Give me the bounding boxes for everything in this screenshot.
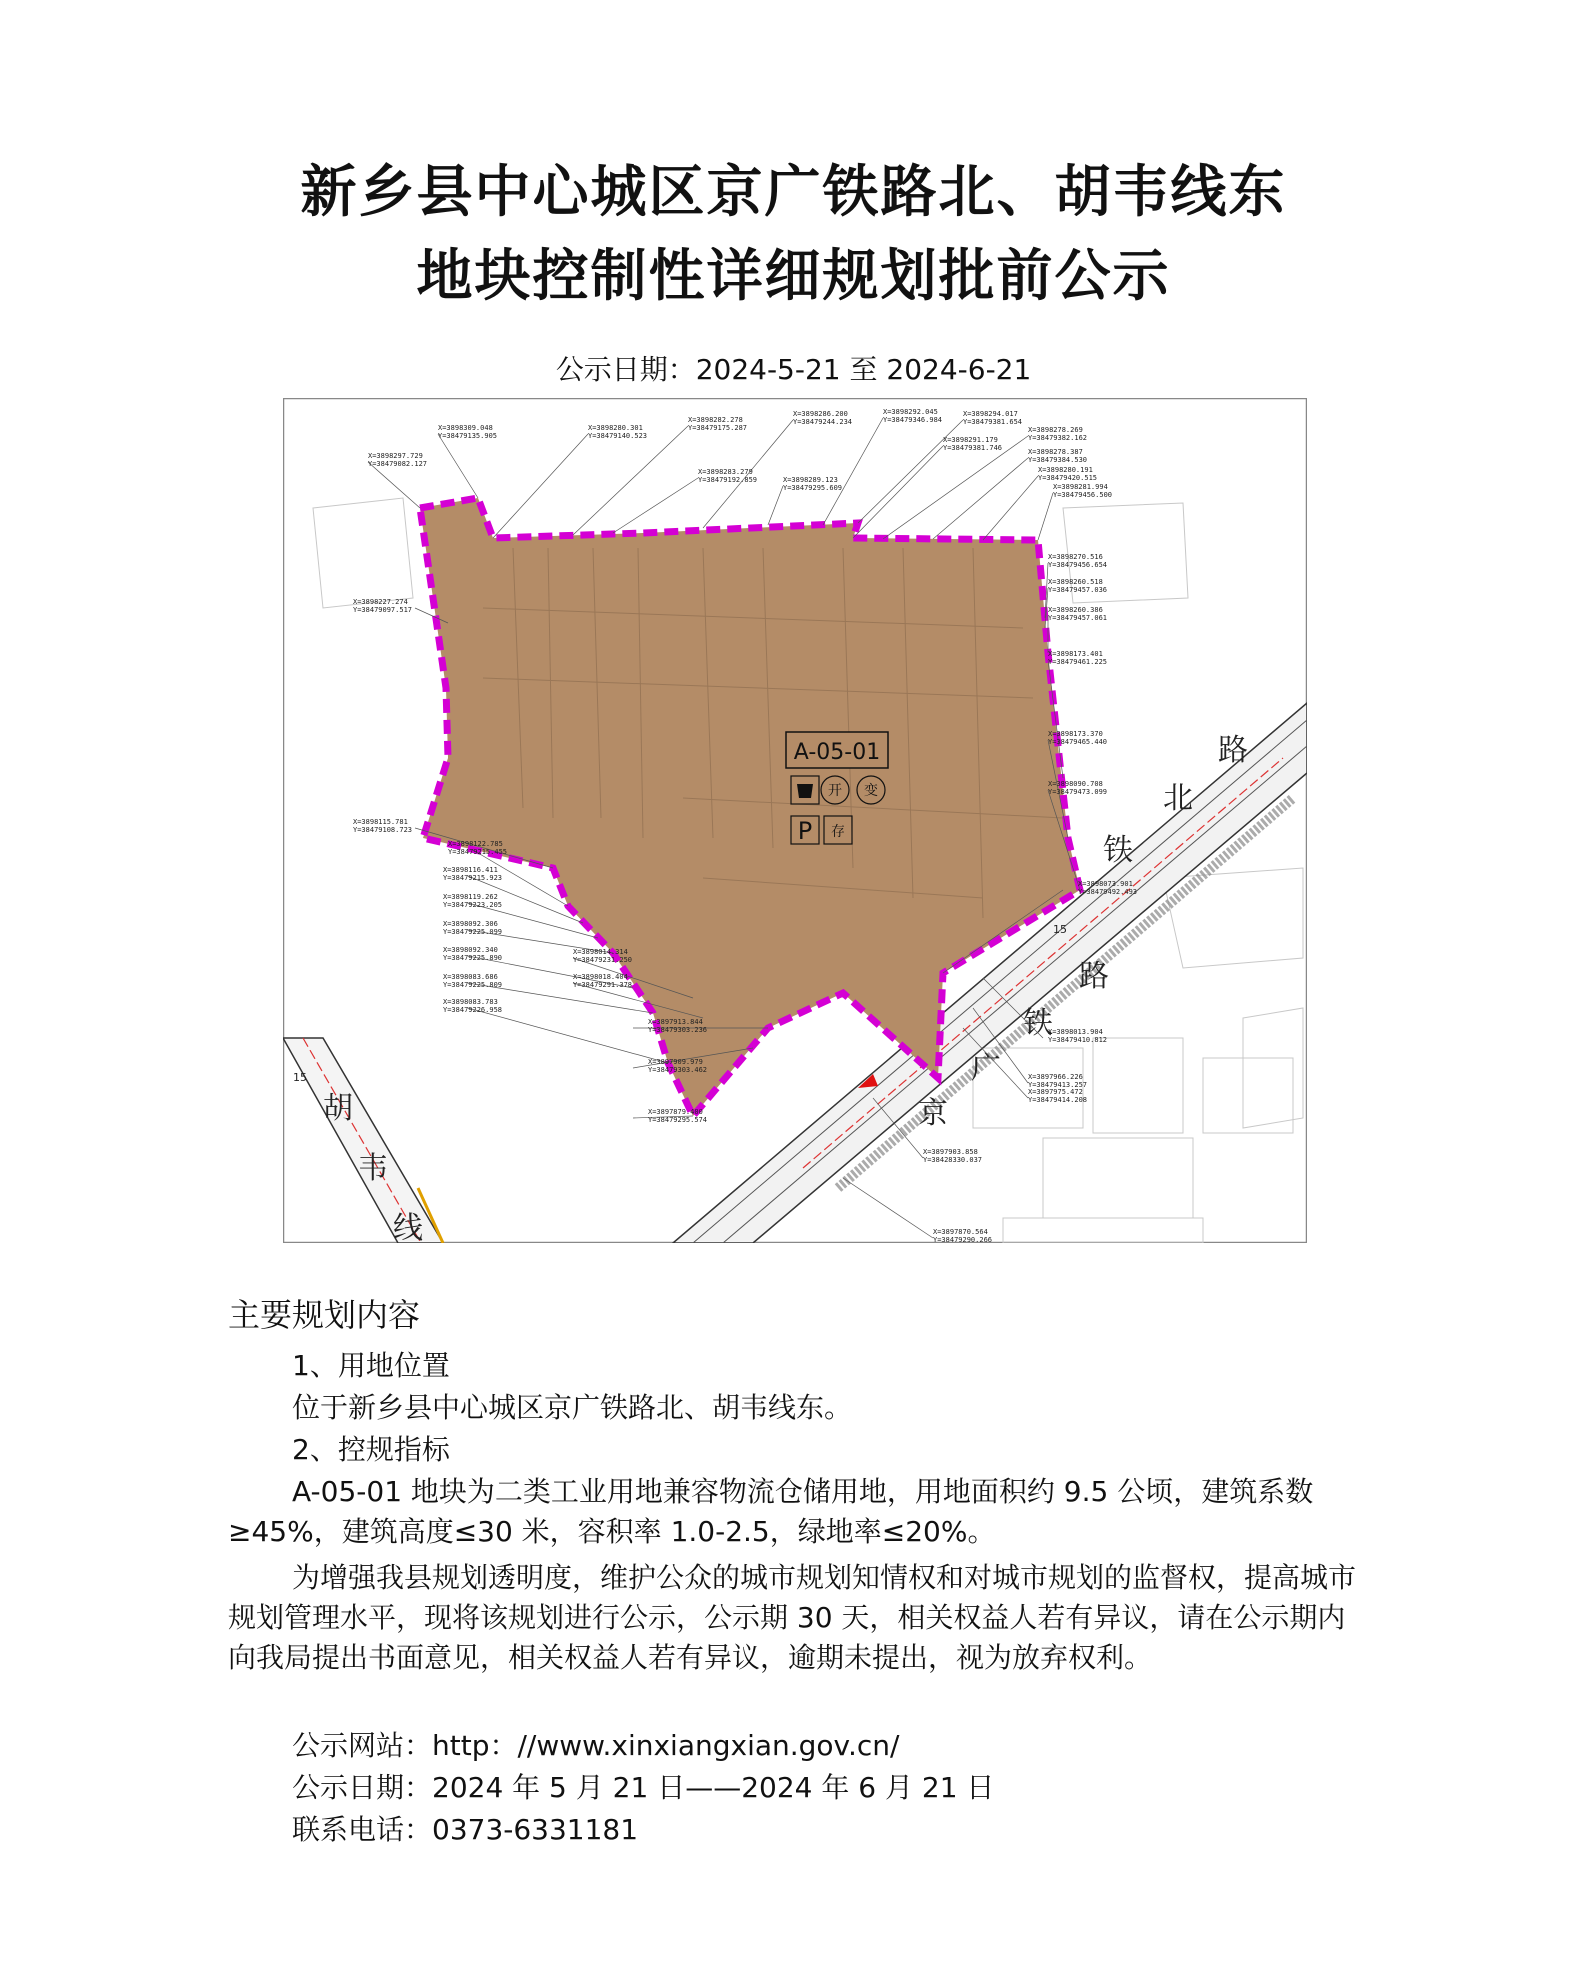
coordinate-label: Y=38479456.500 (1053, 491, 1113, 499)
coordinate-label: X=3897975.472 (1028, 1088, 1083, 1096)
road-width-label-1: 15 (1053, 923, 1067, 936)
coordinate-label: X=3898260.518 (1048, 578, 1103, 586)
coordinate-label: X=3898083.686 (443, 973, 498, 981)
coordinate-label: Y=38479382.162 (1028, 434, 1088, 442)
coordinate-label: X=3898294.017 (963, 410, 1018, 418)
coordinate-label: X=3898119.262 (443, 893, 498, 901)
parcel-code: A-05-01 (793, 740, 881, 765)
coordinate-label: X=3898309.048 (438, 424, 493, 432)
coordinate-label: Y=38479291.378 (573, 981, 633, 989)
coordinate-label: X=3898083.783 (443, 998, 498, 1006)
coordinate-label: X=3897870.564 (933, 1228, 988, 1236)
coordinate-label: X=3898173.401 (1048, 650, 1103, 658)
coordinate-label: Y=38479384.530 (1028, 456, 1088, 464)
coordinate-label: X=3898270.516 (1048, 553, 1103, 561)
coordinate-label: Y=38479226.958 (443, 1006, 503, 1014)
coordinate-label: X=3898278.269 (1028, 426, 1083, 434)
coordinate-label: Y=38479215.455 (448, 848, 508, 856)
coordinate-label: X=3897903.858 (923, 1148, 978, 1156)
road-label-hu: 胡 (323, 1091, 353, 1126)
coordinate-label: Y=38479135.905 (438, 432, 498, 440)
item2-text: A-05-01 地块为二类工业用地兼容物流仓储用地，用地面积约 9.5 公顷，建筑系数≥45%，建筑高度≤30 米，容积率 1.0-2.5，绿地率≤20%。 (228, 1475, 1314, 1548)
coordinate-label: X=3898014.314 (573, 948, 628, 956)
road-label-lu-2: 路 (1079, 959, 1109, 994)
coordinate-label: Y=38479473.099 (1048, 788, 1108, 796)
contact-phone: 联系电话：0373-6331181 (292, 1813, 639, 1846)
coordinate-label: X=3898292.045 (883, 408, 938, 416)
coordinate-label: X=3898260.386 (1048, 606, 1103, 614)
coordinate-label: Y=38479303.462 (648, 1066, 708, 1074)
public-statement: 为增强我县规划透明度，维护公众的城市规划知情权和对城市规划的监督权，提高城市规划管理水平，现将该规划进行公示，公示期 30 天，相关权益人若有异议，请在公示期内向我局提出书面意见，相关权益人若有异议，逾期未提出，视为放弃权利。 (228, 1561, 1357, 1674)
coordinate-label: Y=38479346.984 (883, 416, 943, 424)
coordinate-label: Y=38479410.812 (1048, 1036, 1108, 1044)
coordinate-label: Y=38479457.061 (1048, 614, 1108, 622)
coordinate-label: Y=38479140.523 (588, 432, 648, 440)
item2-title: 2、控规指标 (292, 1433, 450, 1466)
coordinate-label: X=3898122.785 (448, 840, 503, 848)
coordinate-label: Y=38479290.266 (933, 1236, 993, 1243)
coordinate-label: Y=38479244.234 (793, 418, 853, 426)
coordinate-label: X=3898092.340 (443, 946, 498, 954)
symbol-p: P (797, 817, 813, 845)
coordinate-label: Y=38479456.654 (1048, 561, 1108, 569)
coordinate-label: Y=38479414.208 (1028, 1096, 1088, 1104)
coordinate-label: Y=38479381.654 (963, 418, 1023, 426)
coordinate-label: Y=38479192.859 (698, 476, 758, 484)
coordinate-label: X=3897966.226 (1028, 1073, 1083, 1081)
coordinate-label: Y=38479225.890 (443, 954, 503, 962)
road-label-bei: 北 (1163, 781, 1193, 816)
item1-text: 位于新乡县中心城区京广铁路北、胡韦线东。 (292, 1391, 853, 1424)
road-label-guang: 广 (971, 1051, 1001, 1086)
coordinate-label: X=3897913.844 (648, 1018, 703, 1026)
coordinate-label: Y=38479108.723 (353, 826, 413, 834)
coordinate-label: X=3898280.301 (588, 424, 643, 432)
coordinate-label: X=3898281.994 (1053, 483, 1108, 491)
coordinate-label: Y=38479215.923 (443, 874, 503, 882)
notice-period: 公示日期：2024-5-21 至 2024-6-21 (555, 353, 1032, 386)
coordinate-label: Y=38428330.037 (923, 1156, 983, 1164)
coordinate-label: Y=38479225.809 (443, 981, 503, 989)
coordinate-label: Y=38479225.099 (443, 928, 503, 936)
coordinate-label: X=3898297.729 (368, 452, 423, 460)
coordinate-label: X=3898282.278 (688, 416, 743, 424)
coordinate-label: X=3898018.404 (573, 973, 628, 981)
title-line-1: 新乡县中心城区京广铁路北、胡韦线东 (300, 160, 1287, 225)
coordinate-label: X=3898289.123 (783, 476, 838, 484)
coordinate-label: X=3898092.306 (443, 920, 498, 928)
coordinate-label: X=3898115.781 (353, 818, 408, 826)
symbol-cun: 存 (831, 824, 845, 840)
coordinate-label: Y=38479295.609 (783, 484, 843, 492)
road-label-tie-2: 铁 (1023, 1006, 1053, 1041)
coordinate-label: X=3898291.179 (943, 436, 998, 444)
coordinate-label: Y=38479457.036 (1048, 586, 1108, 594)
coordinate-label: X=3898286.200 (793, 410, 848, 418)
coordinate-label: X=3898073.901 (1078, 880, 1133, 888)
coordinate-label: Y=38479465.440 (1048, 738, 1108, 746)
planning-map (283, 398, 1307, 1243)
website: 公示网站：http：//www.xinxiangxian.gov.cn/ (292, 1729, 900, 1762)
road-width-label-2: 15 (293, 1071, 307, 1084)
road-label-tie-1: 铁 (1103, 833, 1133, 868)
symbol-kai: 开 (828, 783, 842, 799)
bucket-icon (797, 784, 813, 798)
coordinate-label: X=3897909.979 (648, 1058, 703, 1066)
coordinate-label: X=3898227.274 (353, 598, 408, 606)
coordinate-label: Y=38479461.225 (1048, 658, 1108, 666)
coordinate-label: Y=38479223.205 (443, 901, 503, 909)
coordinate-label: Y=38479231.250 (573, 956, 633, 964)
coordinate-label: Y=38479413.257 (1028, 1081, 1088, 1089)
item1-title: 1、用地位置 (292, 1349, 450, 1382)
coordinate-label: Y=38479082.127 (368, 460, 428, 468)
coordinate-label: Y=38479097.517 (353, 606, 413, 614)
road-label-wei: 韦 (358, 1151, 388, 1186)
title-line-2: 地块控制性详细规划批前公示 (416, 244, 1171, 309)
coordinate-label: Y=38479420.515 (1038, 474, 1098, 482)
section-title: 主要规划内容 (228, 1296, 421, 1334)
road-label-lu-1: 路 (1218, 733, 1248, 768)
coordinate-label: X=3898013.904 (1048, 1028, 1103, 1036)
road-label-xian: 线 (393, 1211, 423, 1243)
coordinate-label: X=3897879.400 (648, 1108, 703, 1116)
coordinate-label: X=3898090.708 (1048, 780, 1103, 788)
coordinate-label: X=3898278.387 (1028, 448, 1083, 456)
notice-date: 公示日期：2024 年 5 月 21 日——2024 年 6 月 21 日 (292, 1771, 995, 1804)
coordinate-label: X=3898283.279 (698, 468, 753, 476)
coordinate-label: Y=38479303.236 (648, 1026, 708, 1034)
symbol-bian: 变 (864, 783, 878, 799)
coordinate-label: X=3898116.411 (443, 866, 498, 874)
coordinate-label: Y=38479492.493 (1078, 888, 1138, 896)
coordinate-label: X=3898280.191 (1038, 466, 1093, 474)
road-label-jing: 京 (918, 1096, 948, 1131)
coordinate-label: Y=38479175.287 (688, 424, 748, 432)
coordinate-label: Y=38479295.574 (648, 1116, 708, 1124)
coordinate-label: X=3898173.370 (1048, 730, 1103, 738)
coordinate-label: Y=38479381.746 (943, 444, 1003, 452)
